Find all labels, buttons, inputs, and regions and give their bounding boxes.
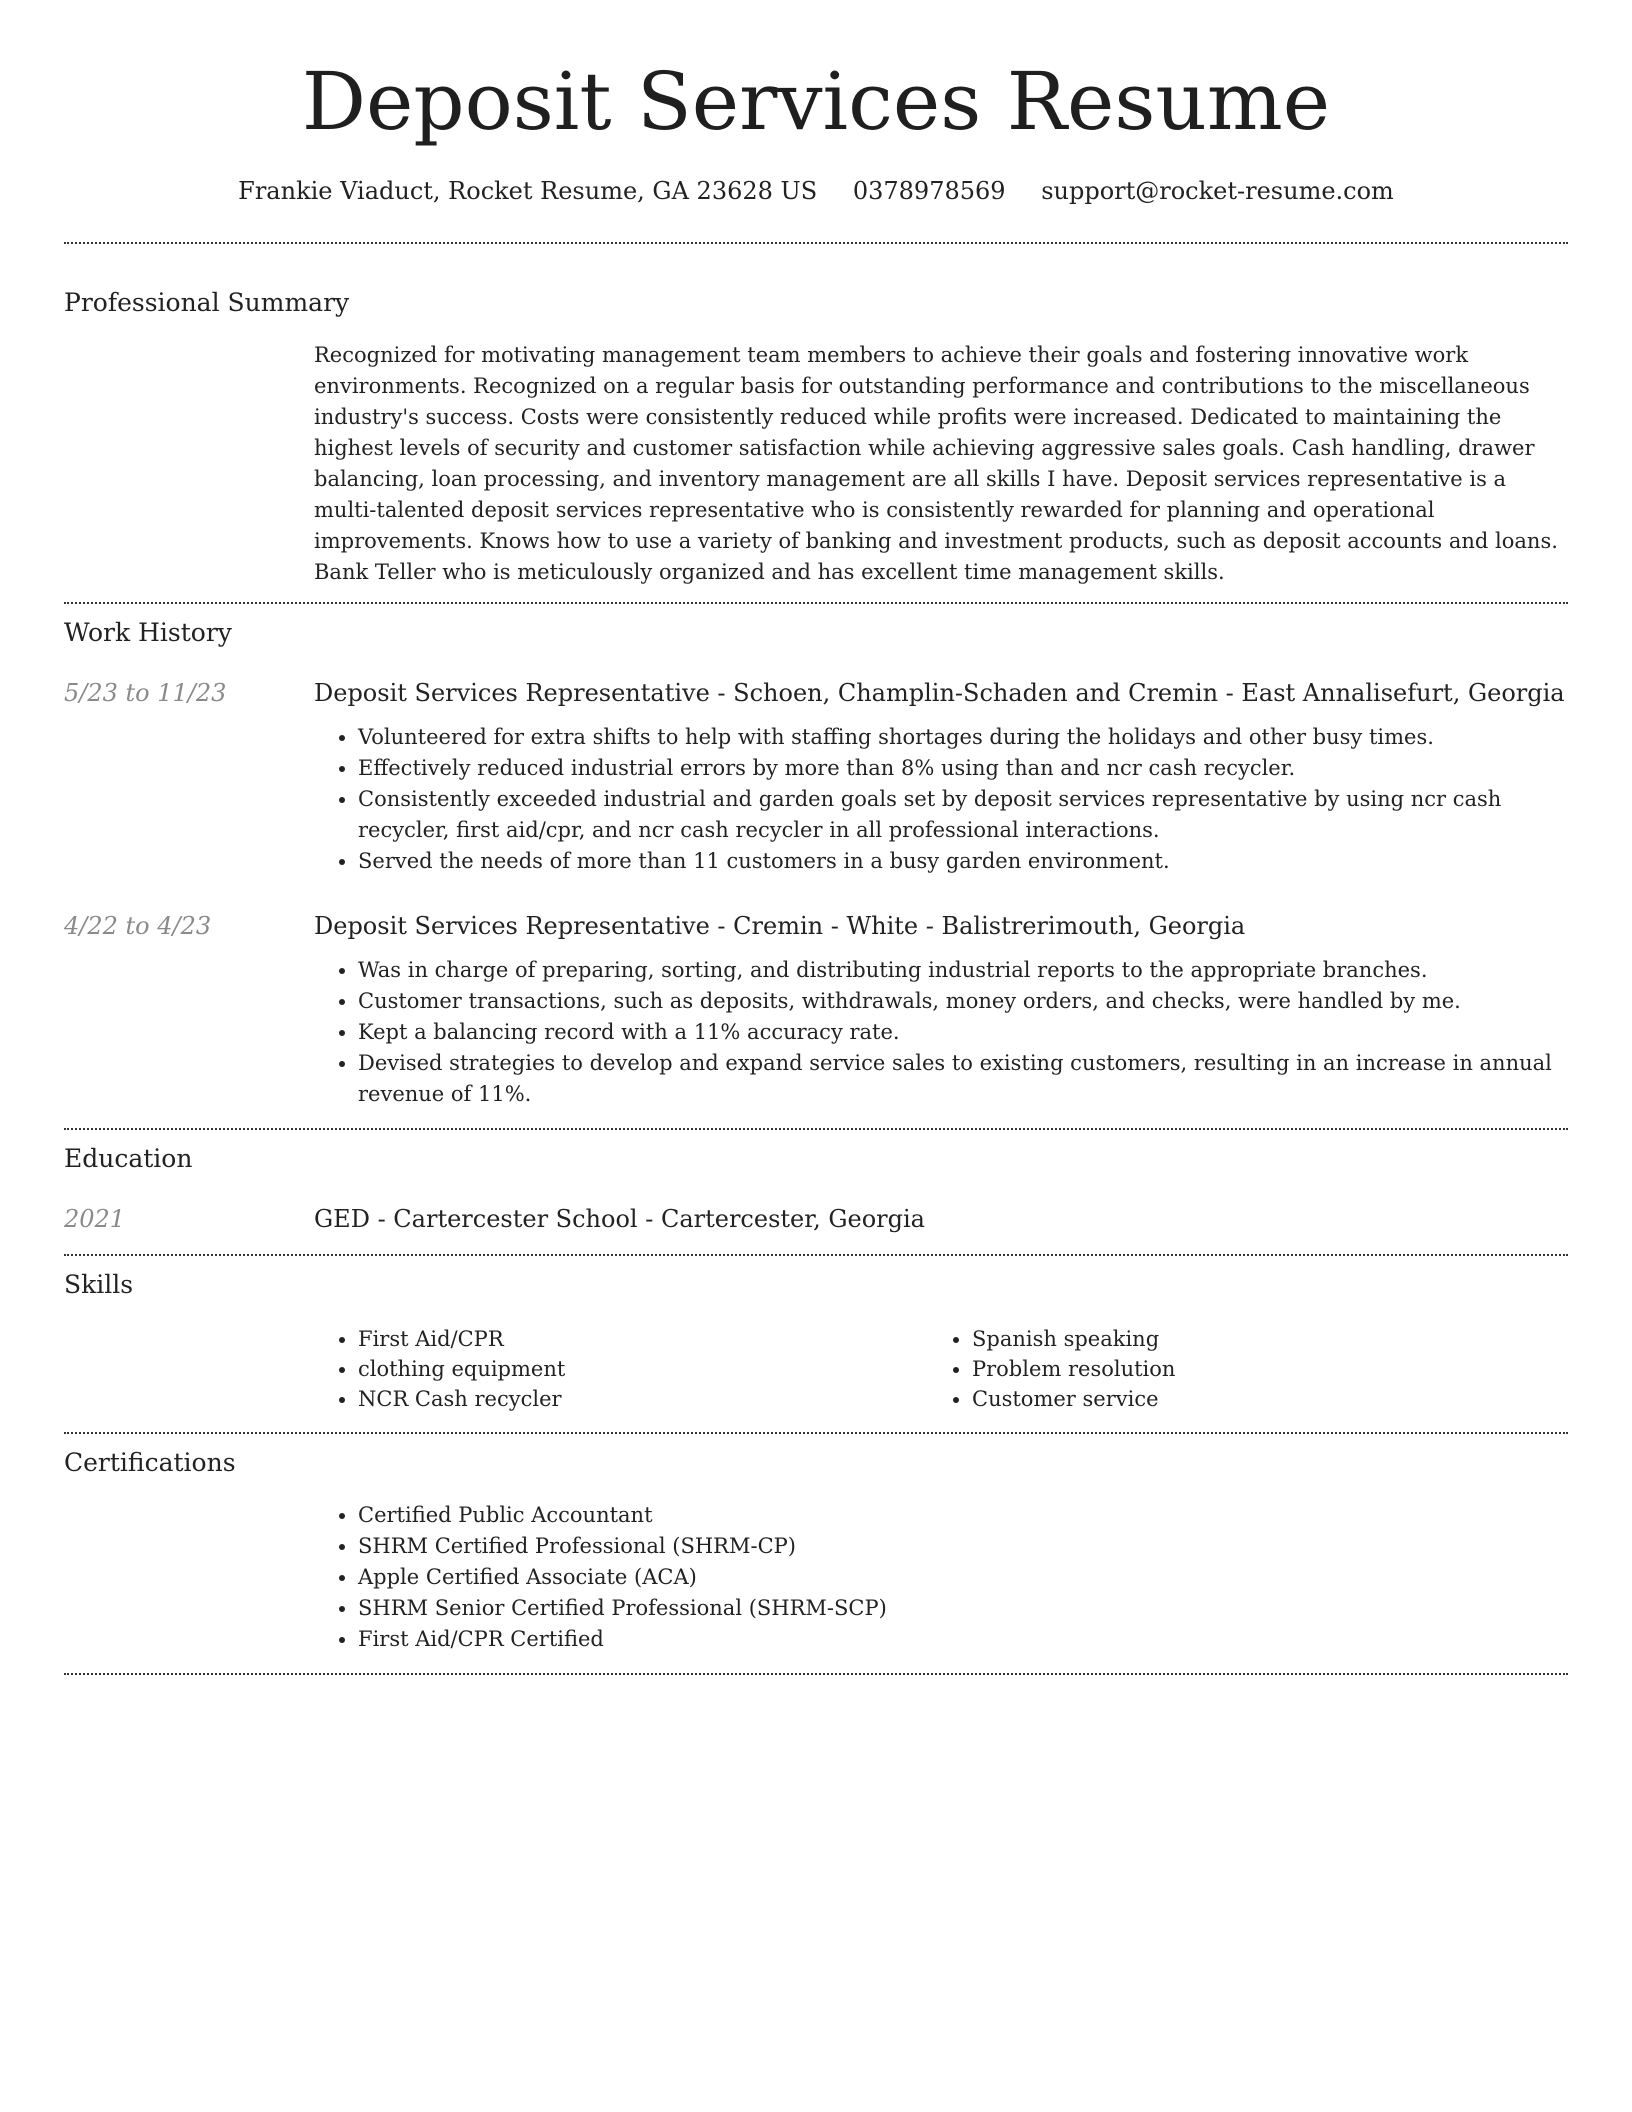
list-item: • Consistently exceeded industrial and garden goals set by deposit services representative by using ncr cash recycler, first aid/cpr, and ncr cash recycler in all professional interactions. [358,784,1568,846]
job-entry [64,909,1568,1110]
resume-title: Deposit Services Resume [301,55,1331,148]
skills-column-2 [928,1324,1542,1414]
section-title-summary: Professional Summary [64,288,350,317]
contact-line [64,174,1568,208]
section-title-certifications: Certifications [64,1448,236,1477]
job-bullets [314,955,1568,1110]
list-item: • Was in charge of preparing, sorting, and distributing industrial reports to the appropriate branches. [358,955,1568,986]
list-item: • Certified Public Accountant [358,1500,1568,1531]
list-item: • Volunteered for extra shifts to help with staffing shortages during the holidays and other busy times. [358,722,1568,753]
skills-section [64,1256,1568,1432]
job-heading: Deposit Services Representative - Schoen, Champlin-Schaden and Cremin - East Annalisefurt, Georgia [314,679,1565,707]
list-item: • Customer service [972,1384,1542,1414]
job-heading: Deposit Services Representative - Cremin - White - Balistrerimouth, Georgia [314,912,1246,940]
education-entry [64,1202,1568,1236]
work-history-section [64,604,1568,1128]
divider [64,1673,1568,1675]
skills-column-1 [314,1324,928,1414]
job-dates: 5/23 to 11/23 [64,679,227,707]
contact-address: Frankie Viaduct, Rocket Resume, GA 23628 US [238,177,818,205]
list-item: • Kept a balancing record with a 11% accuracy rate. [358,1017,1568,1048]
list-item: • NCR Cash recycler [358,1384,928,1414]
skills-grid [314,1324,1568,1414]
certifications-section [64,1434,1568,1673]
job-entry [64,676,1568,877]
section-title-education: Education [64,1144,193,1173]
section-title-work: Work History [64,618,232,647]
list-item: • Effectively reduced industrial errors by more than 8% using than and ncr cash recycler. [358,753,1568,784]
contact-email: support@rocket-resume.com [1041,177,1394,205]
list-item: • First Aid/CPR Certified [358,1624,1568,1655]
resume-page [64,0,1568,1675]
education-heading: GED - Cartercester School - Cartercester, Georgia [314,1205,925,1233]
list-item: • SHRM Senior Certified Professional (SHRM-SCP) [358,1593,1568,1624]
list-item: • Served the needs of more than 11 customers in a busy garden environment. [358,846,1568,877]
contact-phone: 0378978569 [852,177,1006,205]
education-year: 2021 [64,1205,126,1233]
list-item: • Spanish speaking [972,1324,1542,1354]
list-item: • clothing equipment [358,1354,928,1384]
education-section [64,1130,1568,1254]
professional-summary-section [64,244,1568,602]
list-item: • Customer transactions, such as deposits, withdrawals, money orders, and checks, were handled by me. [358,986,1568,1017]
list-item: • Apple Certified Associate (ACA) [358,1562,1568,1593]
summary-text: Recognized for motivating management team members to achieve their goals and fostering innovative work environments. Recognized on a regular basis for outstanding performance and contributions to the miscellaneous industry's success. Costs were consistently reduced while profits were increased. Dedicated to maintaining the highest levels of security and customer satisfaction while achieving aggressive sales goals. Cash handling, drawer balancing, loan processing, and inventory management are all skills I have. Deposit services representative is a multi-talented deposit services representative who is consistently rewarded for planning and operational improvements. Knows how to use a variety of banking and investment products, such as deposit accounts and loans. Bank Teller who is meticulously organized and has excellent time management skills. [314,343,1558,584]
section-title-skills: Skills [64,1270,134,1299]
list-item: • Problem resolution [972,1354,1542,1384]
job-dates: 4/22 to 4/23 [64,912,212,940]
certifications-list [314,1500,1568,1655]
list-item: • SHRM Certified Professional (SHRM-CP) [358,1531,1568,1562]
list-item: • First Aid/CPR [358,1324,928,1354]
job-bullets [314,722,1568,877]
list-item: • Devised strategies to develop and expand service sales to existing customers, resulting in an increase in annual revenue of 11%. [358,1048,1568,1110]
